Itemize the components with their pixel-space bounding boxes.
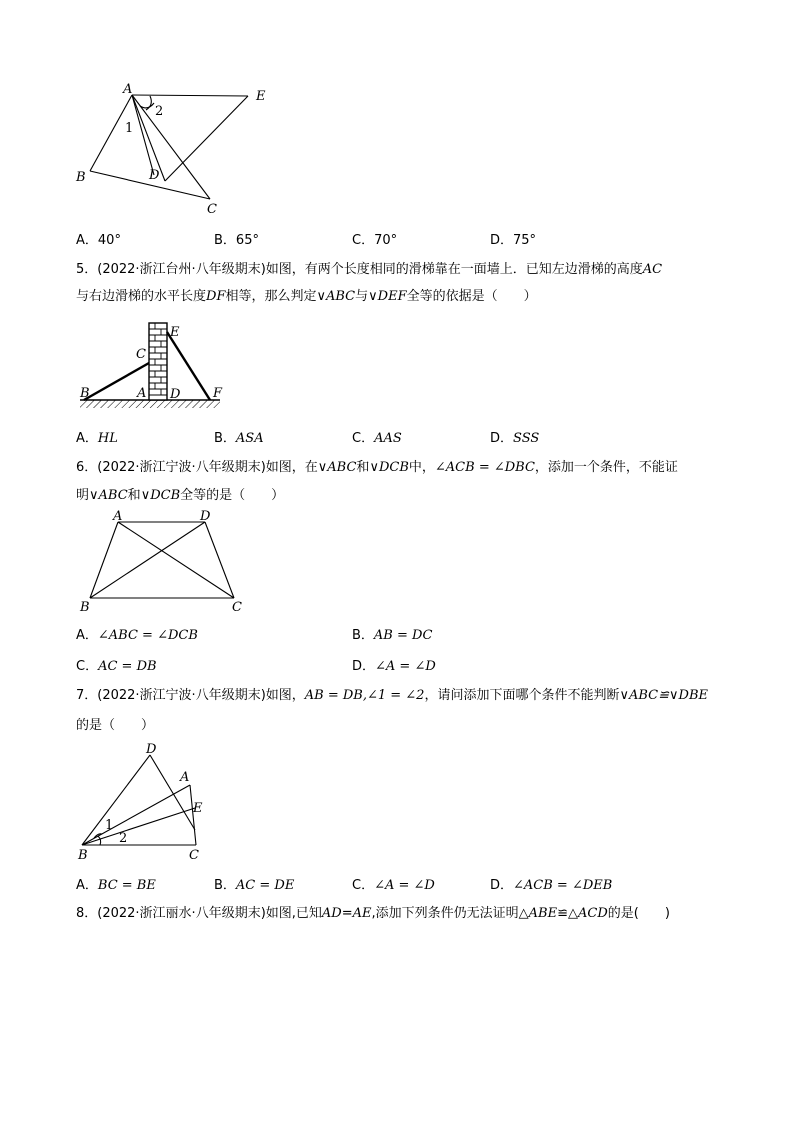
option-letter: A． — [76, 233, 98, 248]
option-letter: A． — [76, 628, 98, 643]
option-letter: C． — [76, 659, 99, 674]
option-text: 40° — [97, 233, 121, 248]
q5-stem-line2 — [76, 283, 726, 310]
q8-stem-line1 — [76, 900, 726, 927]
q7-option-d[interactable] — [490, 874, 612, 893]
q6-stem-line2 — [76, 482, 726, 509]
q6-var-abc: ∨ABC — [317, 460, 357, 475]
q7-var-condition: AB = DB,∠1 = ∠2 — [304, 688, 425, 703]
q5-option-a[interactable] — [76, 427, 118, 446]
q5-text: 5．(2022·浙江台州·八年级期末)如图，有两个长度相同的滑梯靠在一面墙上．已知左边滑梯的高度 — [76, 262, 643, 277]
option-text: AC = DB — [98, 659, 157, 674]
option-letter: A． — [76, 431, 98, 446]
q6-text: 和 — [127, 488, 141, 503]
q6-var-dcb: ∨DCB — [369, 460, 409, 475]
option-text: ∠ABC = ∠DCB — [97, 628, 198, 643]
q6-option-d[interactable] — [352, 655, 436, 674]
q4-option-c[interactable] — [352, 229, 397, 248]
option-letter: B． — [352, 628, 374, 643]
q5-label-c: C — [136, 347, 146, 362]
option-letter: D． — [490, 878, 514, 893]
option-text: ∠A = ∠D — [375, 659, 436, 674]
q4-option-a[interactable] — [76, 229, 121, 248]
q6-label-b: B — [80, 600, 90, 615]
q8-text: ,添加下列条件仍无法证明△ — [371, 906, 529, 921]
q8-text: 8．(2022·浙江丽水·八年级期末)如图,已知 — [76, 906, 322, 921]
q5-var-def: ∨DEF — [368, 289, 407, 304]
q5-label-b: B — [80, 386, 90, 401]
q5-var-abc: ∨ABC — [316, 289, 356, 304]
q7-option-c[interactable] — [352, 874, 435, 893]
q4-label-c: C — [207, 202, 217, 217]
q5-text: 与右边滑梯的水平长度 — [76, 289, 207, 304]
q4-angle-1: 1 — [125, 121, 134, 136]
q6-text: 明 — [76, 488, 90, 503]
q4-label-a: A — [123, 82, 133, 97]
q5-text: 与 — [355, 289, 369, 304]
q5-text: 相等，那么判定 — [225, 289, 317, 304]
q4-angle-2: 2 — [155, 104, 164, 119]
option-letter: D． — [352, 659, 376, 674]
q4-option-b[interactable] — [214, 229, 259, 248]
q8-text: = — [341, 906, 353, 921]
q8-text: 的是( ) — [607, 906, 670, 921]
option-letter: B． — [214, 878, 236, 893]
q7-angle-2: 2 — [119, 831, 128, 846]
option-letter: A． — [76, 878, 98, 893]
option-text: AB = DC — [373, 628, 433, 643]
option-text: ∠ACB = ∠DEB — [513, 878, 613, 893]
q7-option-b[interactable] — [214, 874, 294, 893]
q7-option-a[interactable] — [76, 874, 156, 893]
q6-text: 6．(2022·浙江宁波·八年级期末)如图，在 — [76, 460, 318, 475]
option-text: ASA — [235, 431, 264, 446]
q6-var-dcb: ∨DCB — [140, 488, 181, 503]
q7-var-congruence: ∨ABC≌∨DBE — [619, 688, 709, 703]
q7-angle-1: 1 — [105, 818, 114, 833]
q7-text: ，请问添加下面哪个条件不能判断 — [424, 688, 620, 703]
q5-var-df: DF — [206, 289, 226, 304]
q5-label-d: D — [170, 387, 181, 402]
q4-label-d: D — [149, 168, 160, 183]
option-text: 75° — [513, 233, 537, 248]
q8-var-abe: ABE — [528, 906, 558, 921]
q4-option-d[interactable] — [490, 229, 536, 248]
q7-label-b: B — [78, 848, 88, 863]
q6-option-a[interactable] — [76, 624, 198, 643]
q4-figure — [70, 82, 290, 222]
q4-label-b: B — [76, 170, 86, 185]
option-letter: C． — [352, 431, 375, 446]
option-letter: B． — [214, 233, 236, 248]
q5-option-b[interactable] — [214, 427, 264, 446]
q5-var-ac: AC — [642, 262, 663, 277]
q7-label-c: C — [189, 848, 199, 863]
q6-text: 全等的是（ ） — [180, 488, 285, 503]
q5-option-d[interactable] — [490, 427, 539, 446]
q5-label-a: A — [137, 386, 147, 401]
q6-label-d: D — [200, 510, 211, 524]
q7-label-e: E — [193, 801, 203, 816]
option-text: SSS — [513, 431, 540, 446]
q5-label-e: E — [170, 325, 180, 340]
q8-var-ae: AE — [352, 906, 372, 921]
option-letter: C． — [352, 878, 375, 893]
q6-label-a: A — [113, 510, 123, 524]
q5-option-c[interactable] — [352, 427, 402, 446]
option-letter: B． — [214, 431, 236, 446]
option-text: AAS — [374, 431, 402, 446]
q7-stem-line1 — [76, 682, 726, 709]
q6-text: 中， — [408, 460, 435, 475]
q6-figure — [72, 510, 262, 618]
q8-text: ≌△ — [557, 906, 578, 921]
q6-var-abc: ∨ABC — [89, 488, 128, 503]
q5-figure — [70, 318, 230, 416]
option-text: AC = DE — [235, 878, 295, 893]
option-text: ∠A = ∠D — [374, 878, 435, 893]
q7-label-d: D — [146, 742, 157, 757]
option-letter: C． — [352, 233, 375, 248]
q6-text: ，添加一个条件，不能证 — [534, 460, 678, 475]
q7-stem-line2 — [76, 712, 726, 739]
option-text: BC = BE — [97, 878, 156, 893]
q6-option-b[interactable] — [352, 624, 432, 643]
q8-var-acd: ACD — [577, 906, 608, 921]
q6-stem-line1 — [76, 454, 726, 481]
option-text: 65° — [235, 233, 259, 248]
q7-text: 7．(2022·浙江宁波·八年级期末)如图， — [76, 688, 305, 703]
option-text: HL — [97, 431, 118, 446]
option-letter: D． — [490, 431, 514, 446]
q6-text: 和 — [356, 460, 370, 475]
q7-figure — [72, 740, 222, 868]
q5-text: 全等的依据是（ ） — [406, 289, 537, 304]
q7-text: 的是（ ） — [76, 718, 155, 733]
q8-var-ad: AD — [321, 906, 342, 921]
q4-label-e: E — [256, 89, 266, 104]
q7-label-a: A — [180, 770, 190, 785]
option-letter: D． — [490, 233, 514, 248]
q6-var-angle: ∠ACB = ∠DBC — [434, 460, 535, 475]
q6-option-c[interactable] — [76, 655, 157, 674]
q5-stem-line1 — [76, 256, 726, 283]
q5-label-f: F — [213, 386, 223, 401]
q5-brick-wall — [149, 323, 167, 400]
q6-label-c: C — [232, 600, 242, 615]
option-text: 70° — [374, 233, 398, 248]
